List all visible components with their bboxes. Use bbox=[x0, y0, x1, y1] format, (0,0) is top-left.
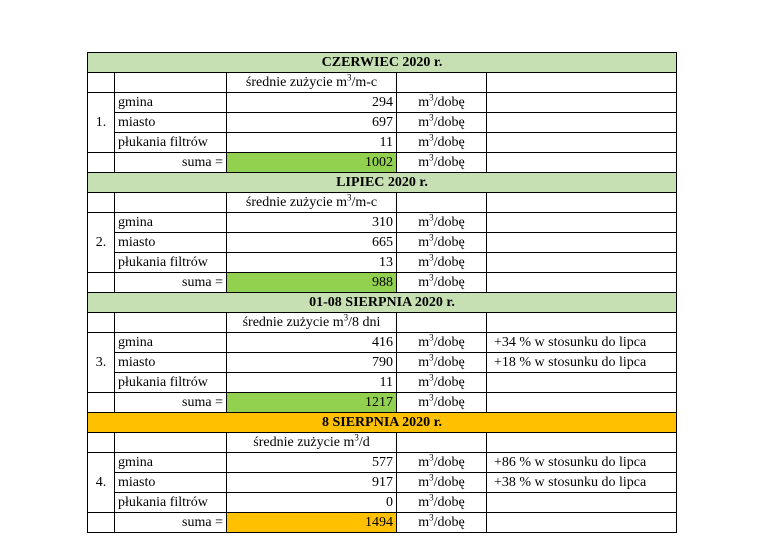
row-value: 11 bbox=[227, 373, 397, 393]
sum-label: suma = bbox=[115, 513, 227, 533]
row-note bbox=[487, 93, 677, 113]
section-number: 1. bbox=[88, 93, 115, 153]
row-value: 13 bbox=[227, 253, 397, 273]
sum-row bbox=[88, 513, 677, 533]
sum-row bbox=[88, 393, 677, 413]
section-title: 8 SIERPNIA 2020 r. bbox=[88, 413, 677, 433]
row-note bbox=[487, 373, 677, 393]
table-row bbox=[88, 453, 677, 473]
section-number: 2. bbox=[88, 213, 115, 273]
row-note: +18 % w stosunku do lipca bbox=[487, 353, 677, 373]
average-usage-label: średnie zużycie $m^3/d$ bbox=[227, 433, 397, 453]
sum-label: suma = bbox=[115, 273, 227, 293]
row-note: +38 % w stosunku do lipca bbox=[487, 473, 677, 493]
sum-value: 1002 bbox=[227, 153, 397, 173]
row-label: miasto bbox=[115, 353, 227, 373]
average-usage-label: średnie zużycie $m^3/m-c$ bbox=[227, 73, 397, 93]
row-note bbox=[487, 493, 677, 513]
sum-value: 988 bbox=[227, 273, 397, 293]
unit-label: $m^3$/dobę bbox=[397, 393, 487, 413]
unit-label: $m^3$/dobę bbox=[397, 513, 487, 533]
sum-label: suma = bbox=[115, 153, 227, 173]
table-row bbox=[88, 93, 677, 113]
row-label: gmina bbox=[115, 333, 227, 353]
unit-label: $m^3$/dobę bbox=[397, 253, 487, 273]
subheader-row bbox=[88, 73, 677, 93]
unit-label: $m^3$/dobę bbox=[397, 233, 487, 253]
row-note bbox=[487, 233, 677, 253]
row-label: miasto bbox=[115, 473, 227, 493]
unit-label: $m^3$/dobę bbox=[397, 333, 487, 353]
row-value: 310 bbox=[227, 213, 397, 233]
average-usage-label: średnie zużycie $m^3/m-c$ bbox=[227, 193, 397, 213]
row-note bbox=[487, 253, 677, 273]
row-note: +34 % w stosunku do lipca bbox=[487, 333, 677, 353]
row-note bbox=[487, 213, 677, 233]
table-row bbox=[88, 113, 677, 133]
average-usage-label: średnie zużycie $m^3/8$ dni bbox=[227, 313, 397, 333]
table-row bbox=[88, 133, 677, 153]
unit-label: $m^3$/dobę bbox=[397, 473, 487, 493]
row-label: płukania filtrów bbox=[115, 493, 227, 513]
subheader-row bbox=[88, 313, 677, 333]
unit-label: $m^3$/dobę bbox=[397, 113, 487, 133]
row-value: 11 bbox=[227, 133, 397, 153]
unit-label: $m^3$/dobę bbox=[397, 273, 487, 293]
section-title: LIPIEC 2020 r. bbox=[88, 173, 677, 193]
row-note bbox=[487, 113, 677, 133]
subheader-row bbox=[88, 193, 677, 213]
row-value: 697 bbox=[227, 113, 397, 133]
table-row bbox=[88, 373, 677, 393]
row-value: 917 bbox=[227, 473, 397, 493]
sum-value: 1217 bbox=[227, 393, 397, 413]
section-title: CZERWIEC 2020 r. bbox=[88, 53, 677, 73]
sum-row bbox=[88, 273, 677, 293]
row-label: gmina bbox=[115, 453, 227, 473]
row-value: 0 bbox=[227, 493, 397, 513]
table-row bbox=[88, 473, 677, 493]
row-value: 577 bbox=[227, 453, 397, 473]
row-note: +86 % w stosunku do lipca bbox=[487, 453, 677, 473]
unit-label: $m^3$/dobę bbox=[397, 353, 487, 373]
sum-row bbox=[88, 153, 677, 173]
sum-label: suma = bbox=[115, 393, 227, 413]
row-value: 790 bbox=[227, 353, 397, 373]
table-row bbox=[88, 493, 677, 513]
sum-value: 1494 bbox=[227, 513, 397, 533]
row-label: płukania filtrów bbox=[115, 253, 227, 273]
row-label: płukania filtrów bbox=[115, 373, 227, 393]
unit-label: $m^3$/dobę bbox=[397, 133, 487, 153]
table-row bbox=[88, 233, 677, 253]
section-title: 01-08 SIERPNIA 2020 r. bbox=[88, 293, 677, 313]
section-number: 4. bbox=[88, 453, 115, 513]
unit-label: $m^3$/dobę bbox=[397, 213, 487, 233]
unit-label: $m^3$/dobę bbox=[397, 153, 487, 173]
unit-label: $m^3$/dobę bbox=[397, 93, 487, 113]
table-row bbox=[88, 353, 677, 373]
section-number: 3. bbox=[88, 333, 115, 393]
row-value: 665 bbox=[227, 233, 397, 253]
unit-label: $m^3$/dobę bbox=[397, 493, 487, 513]
row-note bbox=[487, 133, 677, 153]
section-header-row bbox=[88, 293, 677, 313]
row-label: gmina bbox=[115, 213, 227, 233]
subheader-row bbox=[88, 433, 677, 453]
row-label: miasto bbox=[115, 113, 227, 133]
row-label: miasto bbox=[115, 233, 227, 253]
row-value: 416 bbox=[227, 333, 397, 353]
section-header-row bbox=[88, 53, 677, 73]
table-row bbox=[88, 333, 677, 353]
row-label: płukania filtrów bbox=[115, 133, 227, 153]
row-value: 294 bbox=[227, 93, 397, 113]
section-header-row bbox=[88, 173, 677, 193]
table-row bbox=[88, 213, 677, 233]
row-label: gmina bbox=[115, 93, 227, 113]
section-header-row bbox=[88, 413, 677, 433]
table-row bbox=[88, 253, 677, 273]
water-usage-table bbox=[87, 52, 677, 533]
unit-label: $m^3$/dobę bbox=[397, 453, 487, 473]
unit-label: $m^3$/dobę bbox=[397, 373, 487, 393]
